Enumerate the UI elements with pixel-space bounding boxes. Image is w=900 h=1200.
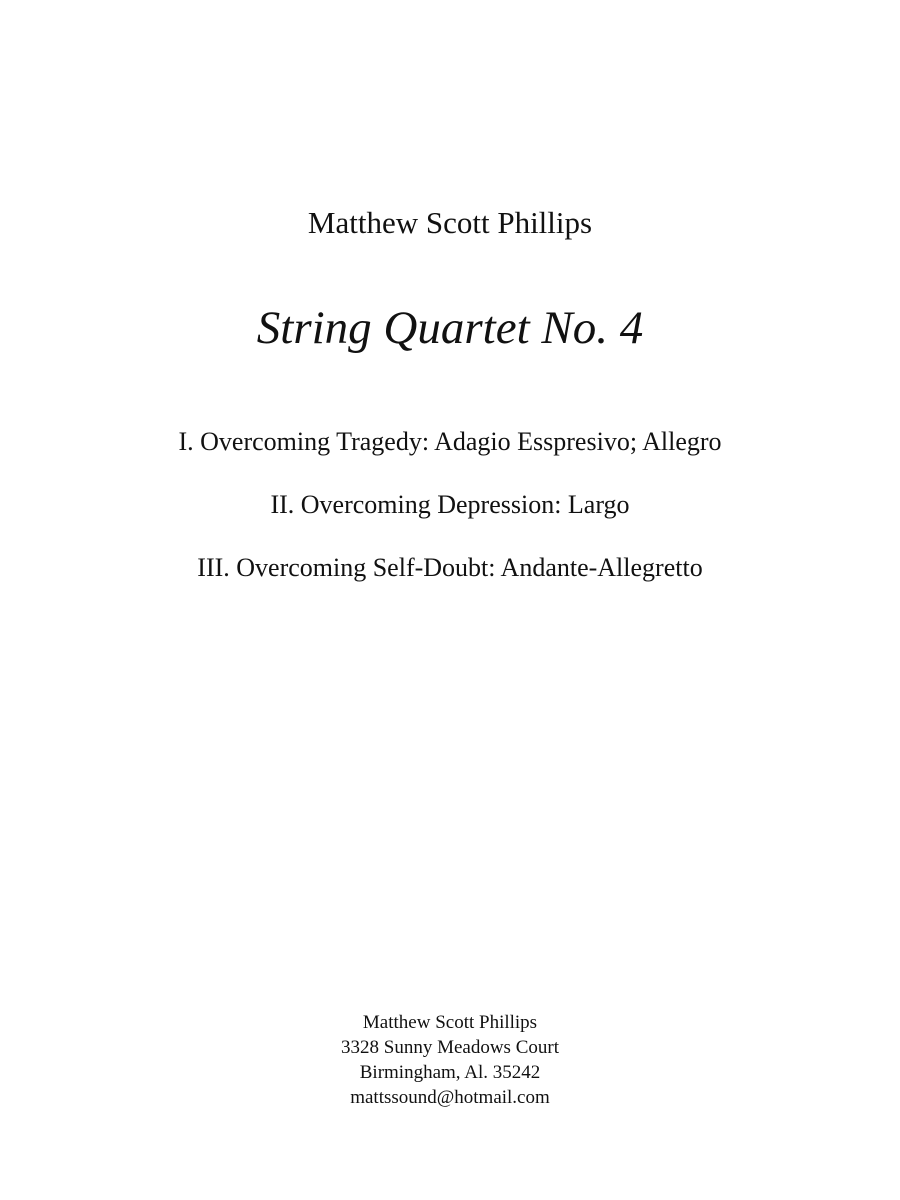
movement-1: I. Overcoming Tragedy: Adagio Esspresivo; Allegro bbox=[178, 427, 722, 456]
movement-2: II. Overcoming Depression: Largo bbox=[270, 490, 630, 519]
composer-name: Matthew Scott Phillips bbox=[307, 205, 593, 240]
movement-list bbox=[0, 422, 900, 611]
contact-name: Matthew Scott Phillips bbox=[362, 1012, 538, 1033]
movement-3: III. Overcoming Self-Doubt: Andante-Allegretto bbox=[197, 553, 703, 582]
work-title: String Quartet No. 4 bbox=[256, 302, 644, 354]
contact-block bbox=[0, 1010, 900, 1110]
contact-city: Birmingham, Al. 35242 bbox=[359, 1062, 541, 1083]
contact-street: 3328 Sunny Meadows Court bbox=[341, 1037, 559, 1058]
contact-email: mattssound@hotmail.com bbox=[350, 1087, 550, 1108]
